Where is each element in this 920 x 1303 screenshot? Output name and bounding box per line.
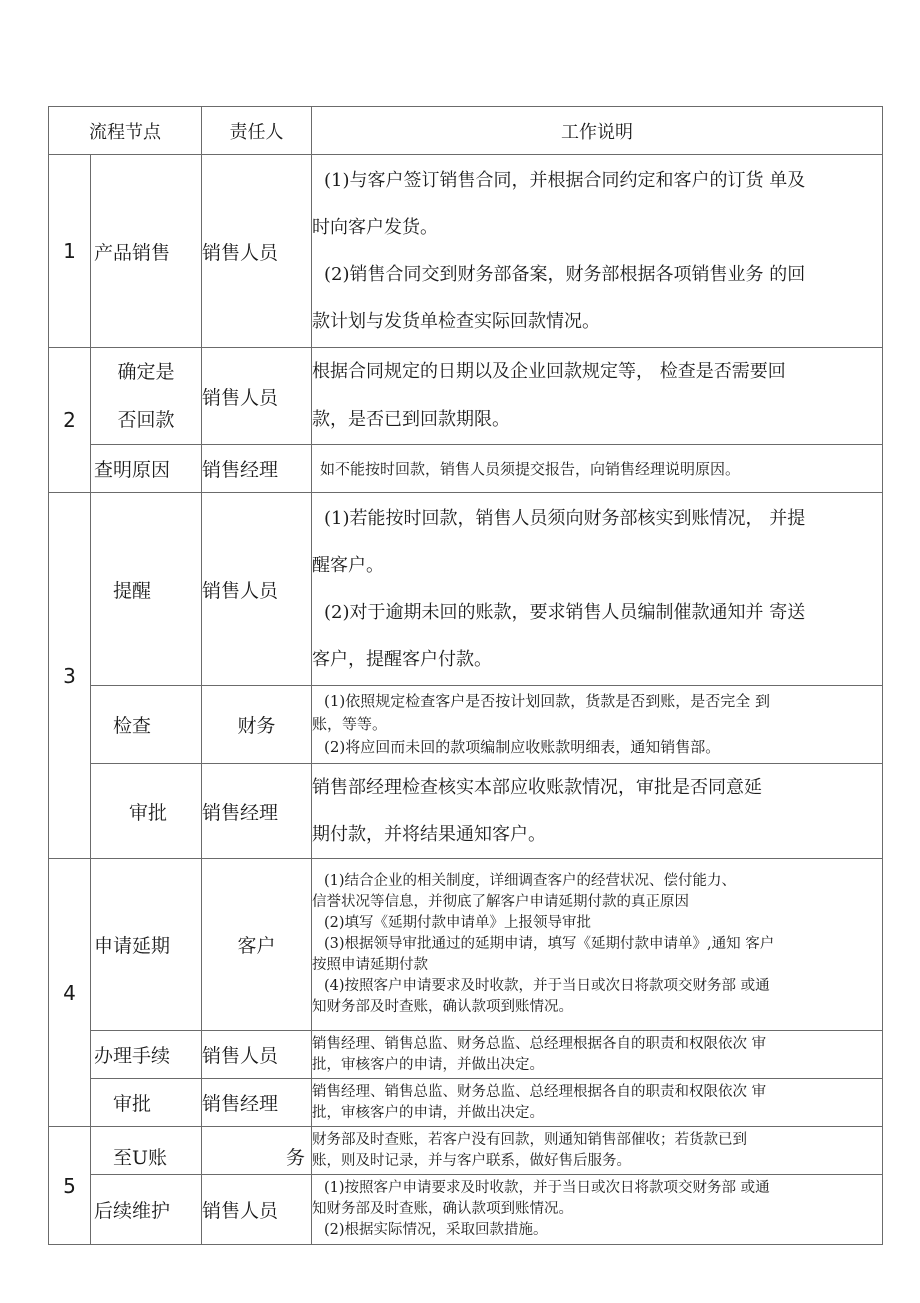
responsible-person-text: 务: [285, 1147, 305, 1169]
description-line: 批，审核客户的申请，并做出决定。: [312, 1056, 544, 1073]
description-line: 批，审核客户的申请，并做出决定。: [312, 1104, 544, 1121]
process-node: 申请延期: [91, 859, 202, 1031]
responsible-person: 销售经理: [202, 445, 312, 493]
table-row: [49, 859, 883, 1031]
step-number: 2: [49, 348, 91, 493]
table-row: [49, 493, 883, 686]
description-line: 财务部及时查账，若客户没有回款，则通知销售部催收；若货款已到: [312, 1131, 747, 1148]
description-line: 销售经理、销售总监、财务总监、总经理根据各自的职责和权限依次 审: [312, 1035, 767, 1052]
description-line: (1)依照规定检查客户是否按计划回款，货款是否到账，是否完全 到: [324, 692, 771, 710]
process-table: [48, 106, 883, 1245]
description-line: (1)按照客户申请要求及时收款，并于当日或次日将款项交财务部 或通: [324, 1180, 770, 1196]
description-line: 款计划与发货单检查实际回款情况。: [312, 311, 600, 332]
header-responsible: 责任人: [202, 107, 312, 155]
work-description: [312, 1079, 883, 1127]
process-node: [91, 348, 202, 445]
table-row: [49, 155, 883, 348]
table-row: [49, 1079, 883, 1127]
responsible-person: 财务: [202, 686, 312, 764]
process-node: 提醒: [91, 493, 202, 686]
description-line: 信誉状况等信息，并彻底了解客户申请延期付款的真正原因: [312, 894, 689, 910]
process-node-line: 确定是: [117, 361, 175, 383]
table-row: [49, 348, 883, 445]
process-node: 查明原因: [91, 445, 202, 493]
description-line: 如不能按时回款，销售人员须提交报告，向销售经理说明原因。: [320, 460, 741, 478]
process-node: 审批: [91, 1079, 202, 1127]
responsible-person: 销售人员: [202, 155, 312, 348]
description-line: (4)按照客户申请要求及时收款，并于当日或次日将款项交财务部 或通: [324, 978, 770, 994]
process-node-line: 否回款: [117, 409, 175, 431]
table-row: [49, 445, 883, 493]
description-line: (2)将应回而未回的款项编制应收账款明细表，通知销售部。: [324, 738, 721, 756]
description-line: 客户，提醒客户付款。: [312, 649, 492, 670]
process-node: 办理手续: [91, 1031, 202, 1079]
responsible-person: [202, 1127, 312, 1175]
process-node: 后续维护: [91, 1175, 202, 1245]
process-node: 审批: [91, 764, 202, 859]
work-description: [312, 155, 883, 348]
work-description: [312, 1175, 883, 1245]
responsible-person: 销售人员: [202, 1031, 312, 1079]
description-line: 按照申请延期付款: [312, 957, 428, 973]
work-description: [312, 1127, 883, 1175]
description-line: (1)与客户签订销售合同，并根据合同约定和客户的订货 单及: [324, 170, 806, 191]
table-row: [49, 1175, 883, 1245]
description-line: (3)根据领导审批通过的延期申请，填写《延期付款申请单》,通知 客户: [324, 936, 775, 952]
description-line: 期付款，并将结果通知客户。: [312, 824, 546, 845]
process-node: 检查: [91, 686, 202, 764]
header-description: 工作说明: [312, 107, 883, 155]
step-number: 3: [49, 493, 91, 859]
description-line: 账，等等。: [312, 715, 388, 733]
work-description: [312, 1031, 883, 1079]
process-node: 至U账: [91, 1127, 202, 1175]
work-description: [312, 764, 883, 859]
description-line: (1)若能按时回款，销售人员须向财务部核实到账情况， 并提: [324, 508, 806, 529]
work-description: [312, 686, 883, 764]
responsible-person: 客户: [202, 859, 312, 1031]
responsible-person: 销售人员: [202, 1175, 312, 1245]
description-line: 款，是否已到回款期限。: [312, 409, 510, 430]
description-line: (1)结合企业的相关制度，详细调查客户的经营状况、偿付能力、: [324, 873, 737, 889]
work-description: [312, 493, 883, 686]
responsible-person: 销售经理: [202, 764, 312, 859]
work-description: [312, 348, 883, 445]
step-number: 4: [49, 859, 91, 1127]
work-description: [312, 859, 883, 1031]
description-line: (2)对于逾期未回的账款，要求销售人员编制催款通知并 寄送: [324, 602, 806, 623]
description-line: 销售经理、销售总监、财务总监、总经理根据各自的职责和权限依次 审: [312, 1083, 767, 1100]
description-line: 知财务部及时查账，确认款项到账情况。: [312, 1201, 573, 1217]
responsible-person: 销售经理: [202, 1079, 312, 1127]
work-description: [312, 445, 883, 493]
description-line: 根据合同规定的日期以及企业回款规定等， 检查是否需要回: [312, 361, 786, 382]
table-header-row: [49, 107, 883, 155]
description-line: 账，则及时记录，并与客户联系，做好售后服务。: [312, 1152, 631, 1169]
table-row: [49, 1031, 883, 1079]
description-line: 销售部经理检查核实本部应收账款情况，审批是否同意延: [312, 777, 762, 798]
description-line: (2)销售合同交到财务部备案，财务部根据各项销售业务 的回: [324, 264, 806, 285]
step-number: 1: [49, 155, 91, 348]
description-line: 醒客户。: [312, 555, 384, 576]
description-line: 知财务部及时查账，确认款项到账情况。: [312, 999, 573, 1015]
process-node: 产品销售: [91, 155, 202, 348]
step-number: 5: [49, 1127, 91, 1245]
table-row: [49, 686, 883, 764]
header-node: 流程节点: [49, 107, 202, 155]
description-line: (2)根据实际情况，采取回款措施。: [324, 1222, 548, 1238]
table-row: [49, 764, 883, 859]
responsible-person: 销售人员: [202, 493, 312, 686]
description-line: 时向客户发货。: [312, 217, 438, 238]
table-row: [49, 1127, 883, 1175]
description-line: (2)填写《延期付款申请单》上报领导审批: [324, 915, 592, 931]
responsible-person: 销售人员: [202, 348, 312, 445]
